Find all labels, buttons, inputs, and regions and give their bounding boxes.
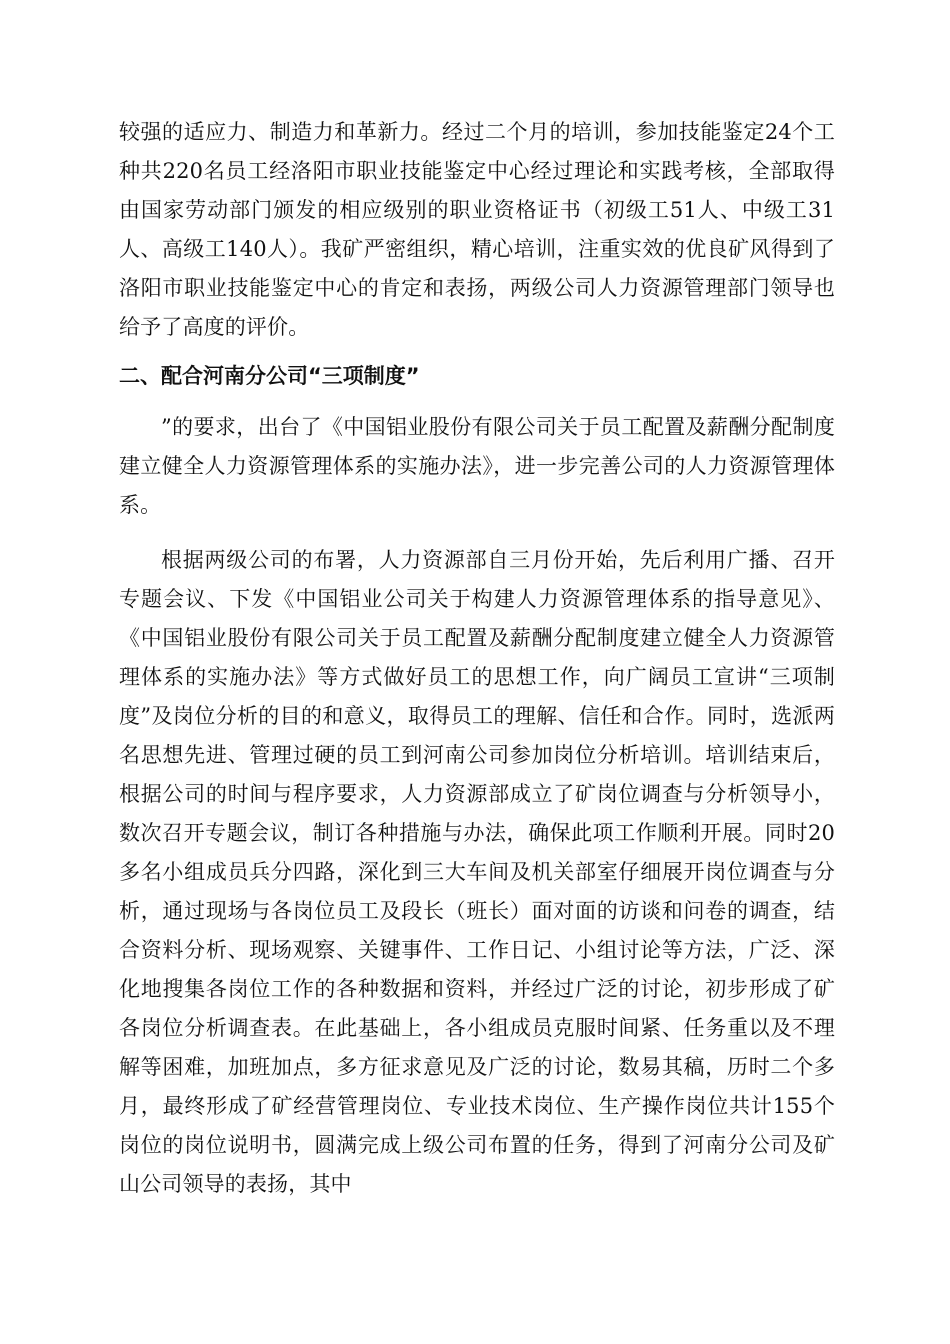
section-heading: 二、配合河南分公司“三项制度” (119, 364, 420, 388)
paragraph-job-analysis: 根据两级公司的布署，人力资源部自三月份开始，先后利用广播、召开专题会议、下发《中国铝业公司关于构建人力资源管理体系的指导意见》、《中国铝业股份有限公司关于员工配置及薪酬分配制度建立健全人力资源管理体系的实施办法》等方式做好员工的思想工作，向广阔员工宣讲“三项制度”及岗位分析的目的和意义，取得员工的理解、信任和合作。同时，选派两名思想先进、管理过硬的员工到河南公司参加岗位分析培训。培训结束后，根据公司的时间与程序要求，人力资源部成立了矿岗位调查与分析领导小，数次召开专题会议，制订各种措施与办法，确保此项工作顺利开展。同时20多名小组成员兵分四路，深化到三大车间及机关部室仔细展开岗位调查与分析，通过现场与各岗位员工及段长（班长）面对面的访谈和问卷的调查，结合资料分析、现场观察、关键事件、工作日记、小组讨论等方法，广泛、深化地搜集各岗位工作的各种数据和资料，并经过广泛的讨论，初步形成了矿各岗位分析调查表。在此基础上，各小组成员克服时间紧、任务重以及不理解等困难，加班加点，多方征求意见及广泛的讨论，数易其稿，历时二个多月，最终形成了矿经营管理岗位、专业技术岗位、生产操作岗位共计155个岗位的岗位说明书，圆满完成上级公司布置的任务，得到了河南分公司及矿山公司领导的表扬，其中 (119, 548, 835, 1196)
paragraph-training-results: 较强的适应力、制造力和革新力。经过二个月的培训，参加技能鉴定24个工种共220名员工经洛阳市职业技能鉴定中心经过理论和实践考核，全部取得由国家劳动部门颁发的相应级别的职业资格证书（初级工51人、中级工31人、高级工140人）。我矿严密组织，精心培训，注重实效的优良矿风得到了洛阳市职业技能鉴定中心的肯定和表扬，两级公司人力资源管理部门领导也给予了高度的评价。 (119, 120, 835, 339)
paragraph-policy-requirements: ”的要求，出台了《中国铝业股份有限公司关于员工配置及薪酬分配制度建立健全人力资源管理体系的实施办法》，进一步完善公司的人力资源管理体系。 (119, 415, 835, 517)
